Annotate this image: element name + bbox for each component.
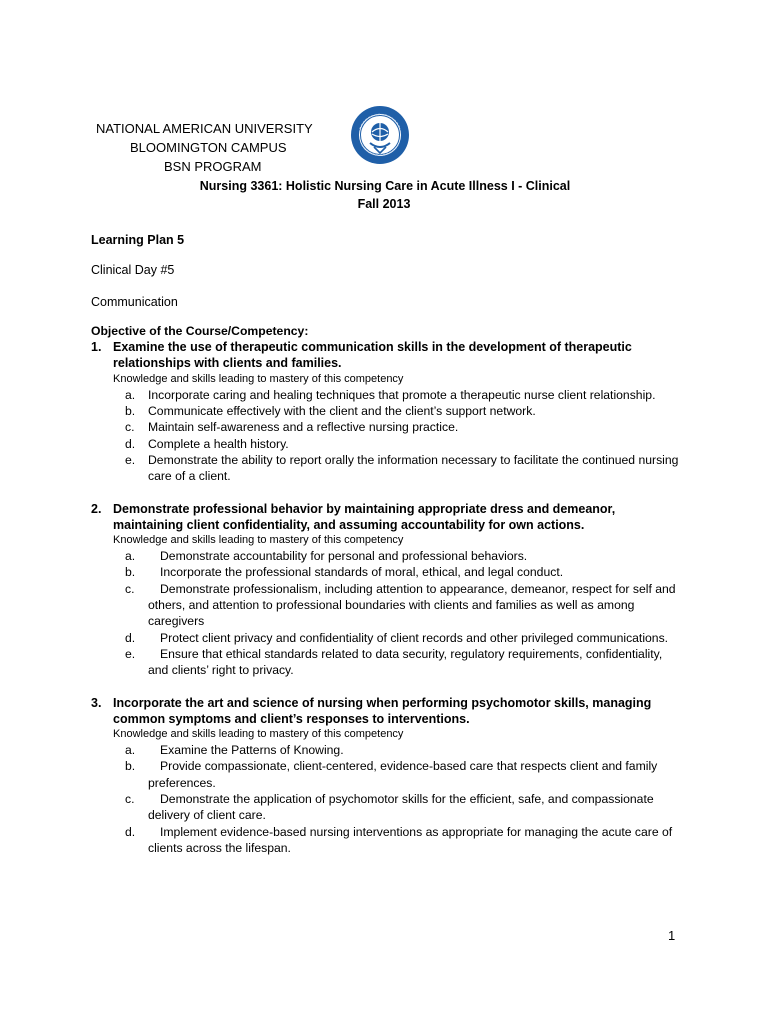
knowledge-label: Knowledge and skills leading to mastery of this competency xyxy=(113,372,404,385)
list-item: b. Provide compassionate, client-centered, evidence-based care that respects client and family preferences. xyxy=(125,759,658,790)
university-header xyxy=(96,119,356,176)
knowledge-label: Knowledge and skills leading to mastery of this competency xyxy=(113,728,404,741)
list-item: d. Complete a health history. xyxy=(125,436,289,451)
competency-3 xyxy=(91,695,681,857)
document-body xyxy=(91,232,681,856)
knowledge-label: Knowledge and skills leading to mastery of this competency xyxy=(113,534,404,547)
campus-name: BLOOMINGTON CAMPUS xyxy=(130,140,287,155)
topic: Communication xyxy=(91,294,178,309)
list-item: a. Demonstrate accountability for personal and professional behaviors. xyxy=(125,549,528,564)
learning-plan-title: Learning Plan 5 xyxy=(91,233,185,247)
list-item: e. Demonstrate the ability to report orally the information necessary to facilitate the continued nursing care of a client. xyxy=(125,452,679,484)
list-item: b. Communicate effectively with the client and the client’s support network. xyxy=(125,404,536,419)
course-title: Nursing 3361: Holistic Nursing Care in Acute Illness I - Clinical xyxy=(199,179,571,193)
clinical-day: Clinical Day #5 xyxy=(91,263,175,278)
competency-title: Demonstrate professional behavior by maintaining appropriate dress and demeanor, maintaining client confidentiality, and assuming accountability for own actions. xyxy=(113,501,616,532)
list-item: c. Demonstrate the application of psychomotor skills for the efficient, safe, and compassionate delivery of client care. xyxy=(125,792,654,823)
course-header xyxy=(0,177,768,213)
list-item: c. Demonstrate professionalism, including attention to appearance, demeanor, respect for self and others, and attention to professional boundaries with clients and families as well as among caregivers xyxy=(125,581,676,629)
list-item: d. Implement evidence-based nursing interventions as appropriate for managing the acute care of clients across the lifespan. xyxy=(125,824,673,855)
list-item: a. Examine the Patterns of Knowing. xyxy=(125,743,344,758)
competency-title: Incorporate the art and science of nursing when performing psychomotor skills, managing common symptoms and client’s responses to interventions. xyxy=(113,695,652,726)
competency-2 xyxy=(91,501,681,679)
objective-heading: Objective of the Course/Competency: xyxy=(91,323,309,338)
page-number: 1 xyxy=(668,928,676,943)
competency-1 xyxy=(91,339,681,484)
competency-title: Examine the use of therapeutic communication skills in the development of therapeutic relationships with clients and families. xyxy=(113,340,632,371)
competency-number: 2. xyxy=(91,501,102,516)
competency-number: 3. xyxy=(91,695,102,710)
list-item: e. Ensure that ethical standards related to data security, regulatory requirements, confidentiality, and clients’ right to privacy. xyxy=(125,646,663,678)
list-item: d. Protect client privacy and confidentiality of client records and other privileged communications. xyxy=(125,630,669,645)
list-item: a. Incorporate caring and healing techniques that promote a therapeutic nurse client relationship. xyxy=(125,387,656,402)
university-seal-icon xyxy=(350,105,410,165)
course-term: Fall 2013 xyxy=(357,197,411,211)
university-name: NATIONAL AMERICAN UNIVERSITY xyxy=(96,121,313,136)
list-item: b. Incorporate the professional standards of moral, ethical, and legal conduct. xyxy=(125,565,564,580)
program-name: BSN PROGRAM xyxy=(164,159,262,174)
list-item: c. Maintain self-awareness and a reflective nursing practice. xyxy=(125,420,459,435)
competency-number: 1. xyxy=(91,340,102,355)
